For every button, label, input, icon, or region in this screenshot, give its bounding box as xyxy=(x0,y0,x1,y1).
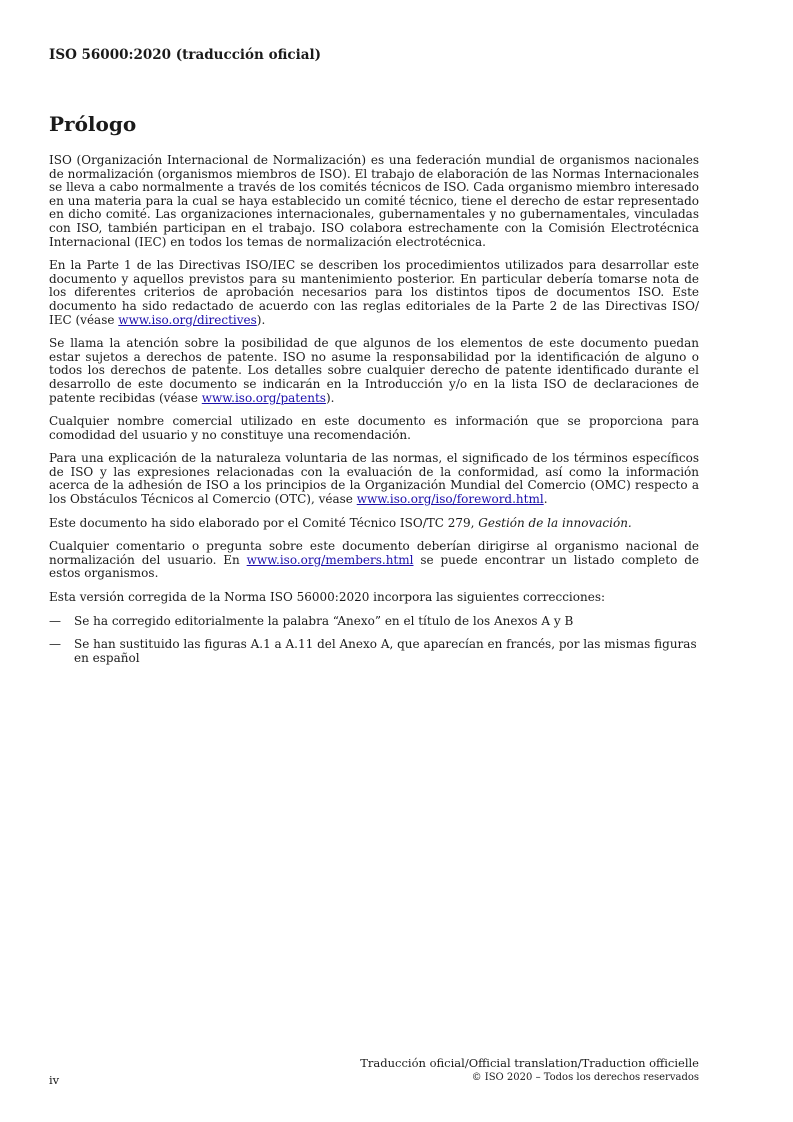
page-title: Prólogo xyxy=(49,112,137,136)
list-item-text: Se ha corregido editorialmente la palabra “Anexo” en el título de los Anexos A y B xyxy=(74,613,574,628)
members-link[interactable]: www.iso.org/members.html xyxy=(246,552,414,567)
paragraph-text: . xyxy=(543,492,548,507)
paragraph-feedback xyxy=(49,540,699,581)
paragraph-trade-names: Cualquier nombre comercial utilizado en este documento es información que se proporciona para comodidad del usuario y no constituye una recomendación. xyxy=(49,414,699,442)
list-item xyxy=(49,615,699,629)
paragraph-voluntary-nature xyxy=(49,452,699,506)
directives-link[interactable]: www.iso.org/directives xyxy=(118,312,257,327)
paragraph-text: En la Parte 1 de las Directivas ISO/IEC se describen los procedimientos utilizados para desarrollar este documento y aquellos previstos para su mantenimiento posterior. En particular debería tomarse nota de los diferentes criterios de aprobación necesarios para los distintos tipos de documentos ISO. Este documento ha sido redactado de acuerdo con las reglas editoriales de la Parte 2 de las Directivas ISO/ IEC (véase xyxy=(49,258,699,327)
paragraph-corrections-intro: Esta versión corregida de la Norma ISO 56000:2020 incorpora las siguientes correcciones: xyxy=(49,590,606,605)
paragraph-directives xyxy=(49,259,699,327)
list-dash: — xyxy=(49,637,61,652)
paragraph-text: se puede encontrar un listado completo de estos organismos. xyxy=(49,552,699,581)
patents-link[interactable]: www.iso.org/patents xyxy=(201,390,326,405)
document-header: ISO 56000:2020 (traducción oficial) xyxy=(49,47,322,63)
paragraph-text: Cualquier comentario o pregunta sobre este documento deberían dirigirse al organismo nacional de normalización del usuario. En xyxy=(49,539,699,567)
paragraph-text: ). xyxy=(325,390,335,405)
paragraph-text: Este documento ha sido elaborado por el Comité Técnico ISO/TC 279, xyxy=(49,515,479,530)
committee-title: Gestión de la innovación. xyxy=(478,515,632,530)
paragraph-patents xyxy=(49,337,699,405)
page-footer xyxy=(49,1056,699,1090)
paragraph-text: Se llama la atención sobre la posibilidad de que algunos de los elementos de este documento puedan estar sujetos a derechos de patente. ISO no asume la responsabilidad por la identificación de alguno o todos los derechos de patente. Los detalles sobre cualquier derecho de patente identificado durante el desarrollo de este documento se indicarán en la Introducción y/o en la lista ISO de declaraciones de patente recibidas (véase xyxy=(49,336,699,405)
list-item xyxy=(49,638,699,665)
foreword-link[interactable]: www.iso.org/iso/foreword.html xyxy=(356,492,544,507)
list-item-text: Se han sustituido las figuras A.1 a A.11 del Anexo A, que aparecían en francés, por las mismas figuras en español xyxy=(74,637,697,665)
footer-notice xyxy=(360,1056,699,1084)
page-number: iv xyxy=(49,1073,60,1087)
paragraph-iso-intro: ISO (Organización Internacional de Normalización) es una federación mundial de organismos nacionales de normalización (organismos miembros de ISO). El trabajo de elaboración de las Normas Internacionales se lleva a cabo normalmente a través de los comités técnicos de ISO. Cada organismo miembro interesado en una materia para la cual se haya establecido un comité técnico, tiene el derecho de estar representado en dicho comité. Las organizaciones internacionales, gubernamentales y no gubernamentales, vinculadas con ISO, también participan en el trabajo. ISO colabora estrechamente con la Comisión Electrotécnica Internacional (IEC) en todos los temas de normalización electrotécnica. xyxy=(49,153,699,249)
list-dash: — xyxy=(49,613,61,628)
foreword-body xyxy=(49,154,699,675)
paragraph-text: Para una explicación de la naturaleza voluntaria de las normas, el significado de los términos específicos de ISO y las expresiones relacionadas con la evaluación de la conformidad, así como la información acerca de la adhesión de ISO a los principios de la Organización Mundial del Comercio (OMC) respecto a los Obstáculos Técnicos al Comercio (OTC), véase xyxy=(49,451,699,507)
translation-notice: Traducción oficial/Official translation/Traduction officielle xyxy=(360,1056,699,1070)
paragraph-committee xyxy=(49,517,699,531)
paragraph-text: ). xyxy=(256,312,266,327)
copyright-notice: © ISO 2020 – Todos los derechos reservados xyxy=(471,1072,699,1083)
